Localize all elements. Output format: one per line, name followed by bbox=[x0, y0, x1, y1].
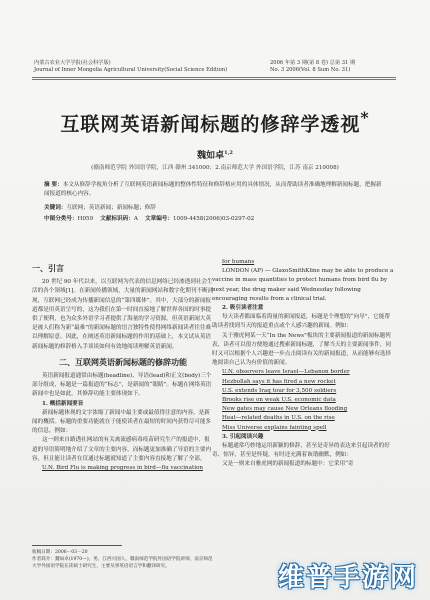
paragraph: 这一则来自路透社网站的有关禽流感病毒疫苗研究生产的报道中，报道的导语简明地介绍了文章的主要内容，而标题更加准确了导语的主要内容，但且能让读者在仅通过标题就知道了主要内容直接地了解了全部。 bbox=[32, 437, 212, 462]
headline-item: U.N. observers leave Israel—Lebanon border bbox=[222, 369, 350, 376]
watermark-logo: 维普手游网 bbox=[277, 563, 418, 593]
author-bio: 作者简介：魏如卓(1970—)，男，江西兴国人，赣南师范学院外国语学院讲师，南京师范大学外国语学院在读硕士研究生，主要从事英语语言学和翻译研究。 bbox=[32, 557, 213, 569]
article-title: 互联网英语新闻标题的修辞学透视* bbox=[60, 108, 370, 136]
paragraph: 20 世纪 90 年代以来，以互联网为代表的信息网络已经渗透到社会生活的各个领域[1]。在新闻传播领域，大量的新闻网站和数字化期刊不断涌现，互联网已经成为传播新闻信息的“第四媒体”。其中，大部分的新闻报道都是用英语呈写的，这为我们在第一时间直接地了解世界各国的时事提供了便利，也为众多外语学习者提供了海量的学习资源。但英语新闻大英是被人们称为新“最难”的新闻标题的语言独特性使得网络新闻读者往往难以理解原意。因此，在阐述英语新闻标题的作用的基础上，本文试从英语新闻标题的修辞格入手谈谈如何有效地阅读理解英语新闻。 bbox=[32, 279, 214, 350]
author-affiliation: (赣南师范学院 外国语学院，江西 赣州 341000；2.南京师范大学 外国语学院，江苏 南京 210008) bbox=[91, 165, 339, 171]
subheading: 2. 吸引读者注意 bbox=[222, 305, 264, 312]
journal-name-cn: 内蒙古农业大学学报(社会科学版) bbox=[34, 60, 111, 66]
subheading: 3. 引起阅读兴趣 bbox=[222, 433, 264, 440]
clc-value: H059 bbox=[77, 216, 94, 222]
paragraph: 每天读者都面临着海量的新闻报道，标题是个理想的“向导”，它能帮助读者找到当天的报道重点或个人感兴趣的新闻。例如： bbox=[212, 314, 390, 330]
journal-header-left bbox=[34, 60, 227, 74]
articleno-label: 文章编号： bbox=[145, 216, 173, 222]
journal-name-en: Journal of Inner Mongolia Agricultural University(Social Science Edition) bbox=[34, 67, 228, 73]
keywords bbox=[44, 204, 384, 213]
headline-item: Hezbollah says it has fired a new rocket bbox=[222, 378, 336, 385]
subheading: 1. 概括新闻要旨 bbox=[42, 400, 84, 407]
classification-line bbox=[44, 215, 384, 224]
header-rule-thin bbox=[32, 79, 396, 80]
doccode-value: A bbox=[133, 216, 138, 222]
author-name: 魏如卓$^{1,2}$ bbox=[197, 150, 233, 161]
headline-list bbox=[212, 368, 394, 432]
footnote bbox=[32, 549, 214, 570]
abstract bbox=[44, 181, 384, 199]
example-headline-cont: for humans bbox=[222, 259, 255, 265]
section-heading-rhetoric: 二、互联网英语新闻标题的修辞功能 bbox=[59, 356, 187, 367]
example-headline: U.N. Bird Flu is making progress in bird—flu vaccination bbox=[42, 465, 203, 472]
issue-info-en: No. 3 2006(Vol. 8 Sum No. 31) bbox=[270, 67, 351, 73]
abstract-text: 本文从修辞学视角分析了互联网英语新闻标题的整体性特征和修辞格应用的具体情况，从而帮助读者准确地理解新闻标题，把握新闻报道的核心内容。 bbox=[44, 182, 382, 197]
paragraph: 关于雅虎网某一天“In the News”板块的主要新闻报道的新闻标题列表，读者可以很方便地通过搜索新闻标题，了解当天的主要新闻事件，同时又可以根据个人兴趣进一步点击阅读有关的新闻报道，从而能够有选择地阅读自己认为有价值的新闻。 bbox=[212, 332, 392, 367]
keywords-text: 互联网；英语新闻；新闻标题；修辞 bbox=[66, 205, 156, 211]
section-heading-intro: 一、引言 bbox=[32, 263, 64, 273]
headline-item: Heat—related deaths in U.S. on the rise bbox=[222, 415, 335, 422]
received-date: 收稿日期：2006－03－20 bbox=[32, 550, 88, 555]
quoted-lead: LONDON (AP) — GlaxoSmithKline may be able to produce a vaccine in mass quantities to protect humans from bird flu by next year, the drug maker said Wednesday following encouraging results from a clinical trial. bbox=[212, 268, 394, 302]
header-rule bbox=[32, 77, 396, 78]
left-column bbox=[32, 258, 214, 473]
doccode-label: 文献标识码： bbox=[100, 216, 134, 222]
issue-info-cn: 2006 年第 3 期(第 8 卷) 总第 31 期 bbox=[270, 60, 356, 66]
paragraph: 新闻标题体现的文字浓缩了新闻中最主要或最值得注意的内容，是新闻的概括。标题的重要功能就在于能使读者在最短的时间内获得尽可能多的信息。例如： bbox=[32, 409, 212, 435]
abstract-label: 摘 要： bbox=[44, 182, 63, 188]
articleno-value: 1009-4458(2006)03-0297-02 bbox=[173, 216, 255, 222]
headline-item: Brooks rise on weak U.S. economic data bbox=[222, 397, 336, 404]
paragraph: 英语新闻报道通常由标题(headline)、导语(lead)和正文(body)三个部分组成，标题是一篇报道的“标志”，是新闻的“眼睛”。标题在网络英语新闻中也是如此，其修辞功能主要体现如下。 bbox=[32, 373, 212, 398]
paragraph: 标题通常巧妙地运用新颖的修辞，甚至是奇异的表达来引起读者的好奇、惊异，甚至是怀疑，有时还充满着诙谐幽默，例如： bbox=[212, 443, 390, 459]
author-superscript: 1,2 bbox=[224, 150, 233, 156]
keywords-label: 关键词： bbox=[44, 205, 67, 211]
footnote-rule bbox=[32, 545, 122, 546]
headline-item: U.S. extends Iraq tour for 3,500 soldiers bbox=[222, 387, 337, 394]
headline-item: New gates may cause New Orleans flooding bbox=[222, 406, 348, 413]
title-footnote-mark: * bbox=[360, 108, 370, 127]
clc-label: 中图分类号： bbox=[44, 216, 78, 222]
right-column bbox=[212, 258, 394, 470]
journal-header-right bbox=[270, 60, 355, 74]
paragraph: 又是一则来自雅虎网的新闻报道的标题中：它采用“奇 bbox=[222, 461, 354, 468]
headline-item: Miss Universe explains fainting spell bbox=[222, 424, 327, 431]
